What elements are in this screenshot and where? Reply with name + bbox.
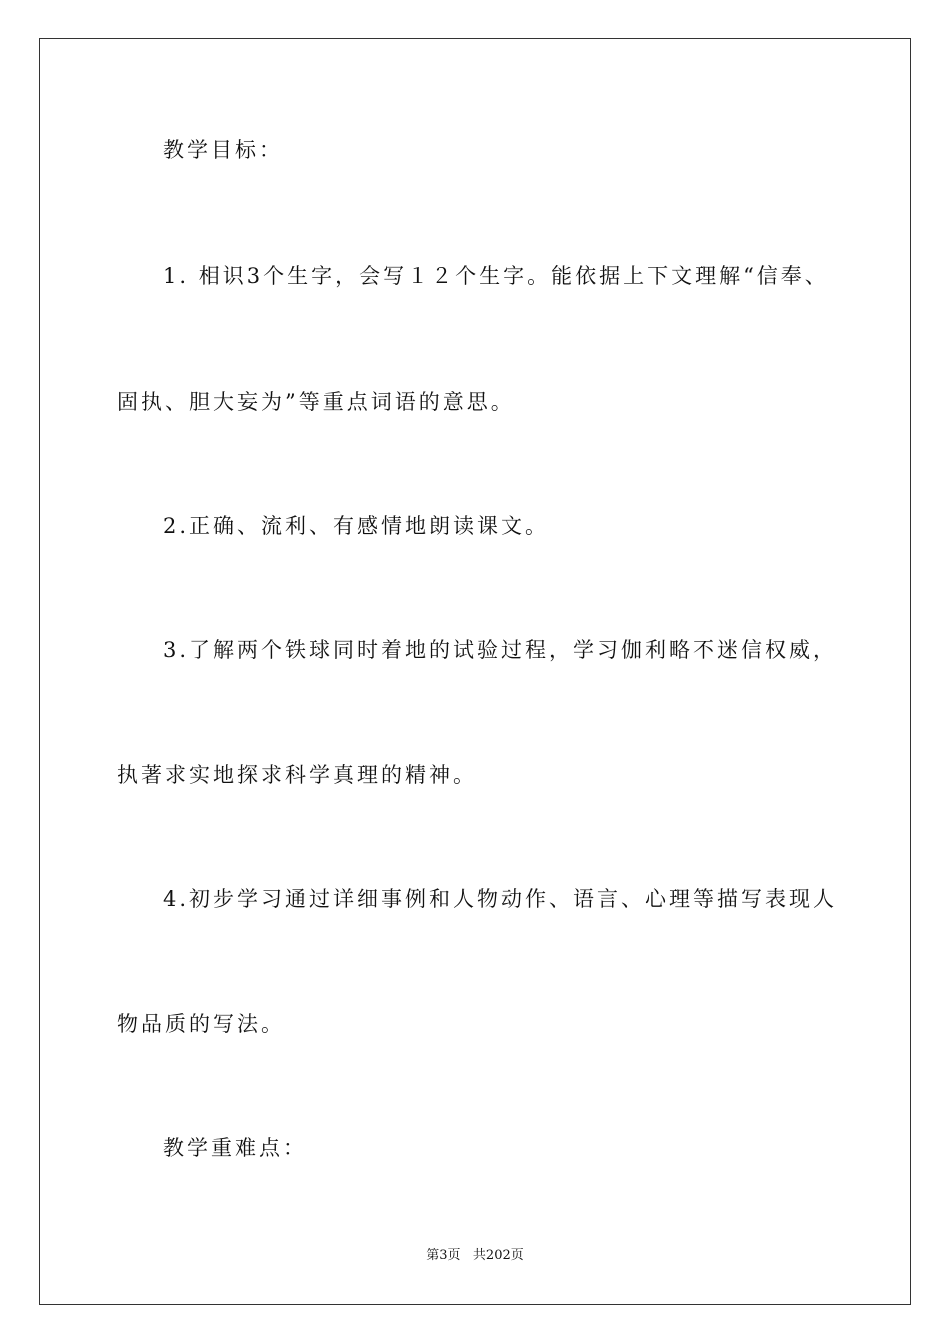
page-frame — [39, 38, 911, 1305]
goal-1-line-2: 固执、胆大妄为”等重点词语的意思。 — [117, 390, 515, 414]
page-number: 第3页 — [426, 1248, 461, 1263]
goal-2-line-1: 2.正确、流利、有感情地朗读课文。 — [163, 514, 550, 538]
page-footer — [0, 1247, 950, 1265]
heading-key-difficulties: 教学重难点： — [163, 1136, 307, 1160]
goal-3-line-1: 3.了解两个铁球同时着地的试验过程，学习伽利略不迷信权威， — [163, 638, 838, 662]
goal-4-line-1: 4.初步学习通过详细事例和人物动作、语言、心理等描写表现人 — [163, 887, 838, 911]
goal-3-line-2: 执著求实地探求科学真理的精神。 — [117, 763, 477, 787]
goal-1-line-1: 1. 相识3个生字，会写１２个生字。能依据上下文理解“信奉、 — [163, 264, 829, 288]
goal-4-line-2: 物品质的写法。 — [117, 1012, 285, 1036]
page-total: 共202页 — [472, 1248, 524, 1263]
heading-teaching-goals: 教学目标： — [163, 138, 283, 162]
